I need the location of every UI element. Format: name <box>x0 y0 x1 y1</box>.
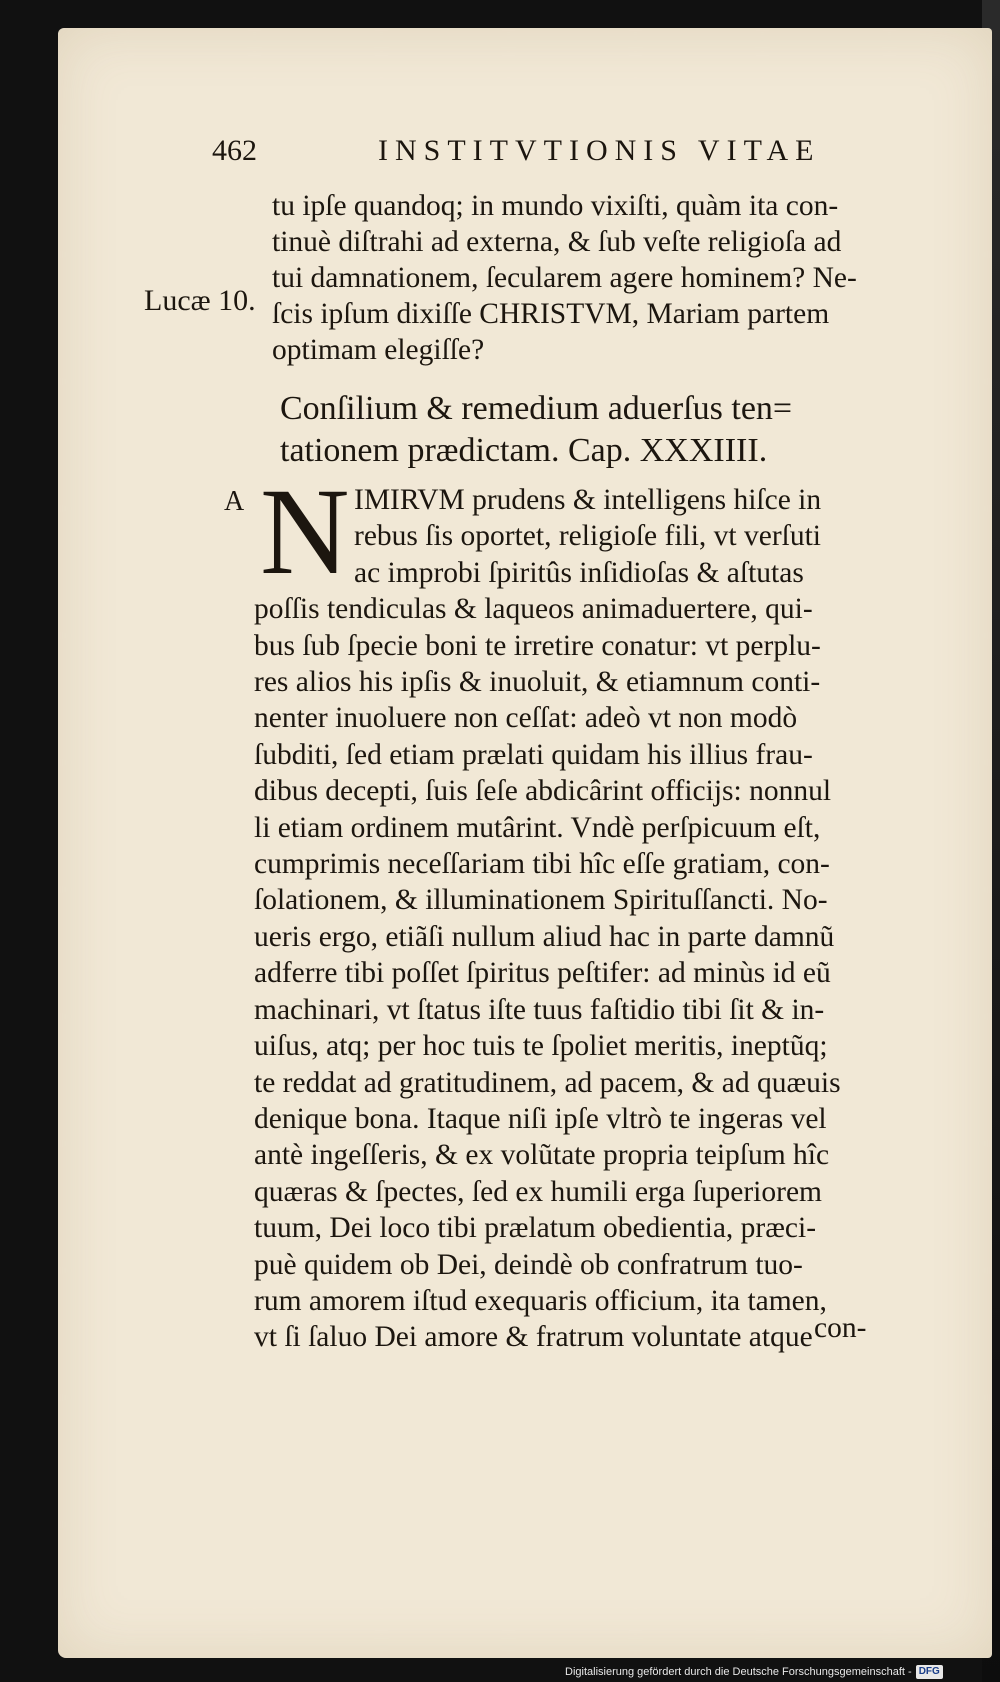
text-line: vt ſi ſaluo Dei amore & fratrum voluntate atque <box>254 1321 813 1354</box>
text-line: quæras & ſpectes, ſed ex humili erga ſuperiorem <box>254 1175 822 1208</box>
text-line: machinari, vt ſtatus iſte tuus faſtidio tibi ſit & in- <box>254 993 825 1026</box>
dfg-logo-icon: DFG <box>916 1665 943 1679</box>
margin-note: Lucæ 10. <box>144 284 256 317</box>
text-line: li etiam ordinem mutârint. Vndè perſpicuum eſt, <box>254 811 821 844</box>
text-line: optimam elegiſſe? <box>272 334 485 366</box>
text-line: bus ſub ſpecie boni te irretire conatur: vt perplu- <box>254 629 821 662</box>
text-line: IMIRVM prudens & intelligens hiſce in <box>354 484 822 516</box>
heading-line: tationem prædictam. Cap. XXXIIII. <box>280 432 768 469</box>
text-line: ſolationem, & illuminationem Spirituſſancti. No- <box>254 884 828 917</box>
text-line: tuum, Dei loco tibi prælatum obedientia, præci- <box>254 1212 817 1245</box>
text-line: ſubditi, ſed etiam prælati quidam his illius frau- <box>254 738 813 771</box>
body-text <box>254 482 964 1356</box>
catchword: con- <box>814 1312 867 1344</box>
text-line: puè quidem ob Dei, deindè ob confratrum tuo- <box>254 1248 803 1281</box>
page-number: 462 <box>212 134 257 167</box>
text-line: denique bona. Itaque niſi ipſe vltrò te ingeras vel <box>254 1102 827 1135</box>
margin-section-letter: A <box>224 486 245 517</box>
text-line: nenter inuoluere non ceſſat: adeò vt non modò <box>254 702 798 735</box>
text-line: tu ipſe quandoq; in mundo vixiſti, quàm ita con- <box>272 190 839 222</box>
text-line: te reddat ad gratitudinem, ad pacem, & ad quæuis <box>254 1066 841 1099</box>
text-line: cumprimis neceſſariam tibi hîc eſſe gratiam, con- <box>254 848 830 881</box>
book-page <box>58 28 992 1658</box>
text-line: rum amorem iſtud exequaris officium, ita tamen, <box>254 1284 827 1317</box>
text-line: ueris ergo, etiãſi nullum aliud hac in parte damnũ <box>254 920 835 953</box>
heading-line: Conſilium & remedium aduerſus ten= <box>280 390 793 427</box>
text-line: dibus decepti, ſuis ſeſe abdicârint officijs: nonnul <box>254 775 832 808</box>
text-line: tinuè diſtrahi ad externa, & ſub veſte religioſa ad <box>272 226 842 258</box>
running-title: INSTITVTIONIS VITAE <box>378 134 821 167</box>
footer-credit-text: Digitalisierung gefördert durch die Deutsche Forschungsgemeinschaft - <box>565 1666 912 1678</box>
text-line: uiſus, atq; per hoc tuis te ſpoliet meritis, ineptũq; <box>254 1030 828 1063</box>
text-line: ſcis ipſum dixiſſe CHRISTVM, Mariam partem <box>272 298 830 330</box>
text-line: ac improbi ſpiritûs inſidioſas & aſtutas <box>354 556 804 589</box>
text-line: adferre tibi poſſet ſpiritus peſtifer: ad minùs id eũ <box>254 957 831 990</box>
opening-paragraph <box>272 188 962 368</box>
text-line: rebus ſis oportet, religioſe fili, vt verſuti <box>354 520 821 553</box>
text-line: poſſis tendiculas & laqueos animaduertere, qui- <box>254 593 813 626</box>
text-line: tui damnationem, ſecularem agere hominem? Ne- <box>272 262 857 294</box>
running-header <box>58 130 992 180</box>
drop-cap: N <box>260 463 350 600</box>
text-line: antè ingeſſeris, & ex volũtate propria teipſum hîc <box>254 1139 830 1172</box>
footer-credit <box>565 1662 1000 1682</box>
text-line: res alios his ipſis & inuoluit, & etiamnum conti- <box>254 666 821 699</box>
chapter-heading <box>280 388 960 472</box>
